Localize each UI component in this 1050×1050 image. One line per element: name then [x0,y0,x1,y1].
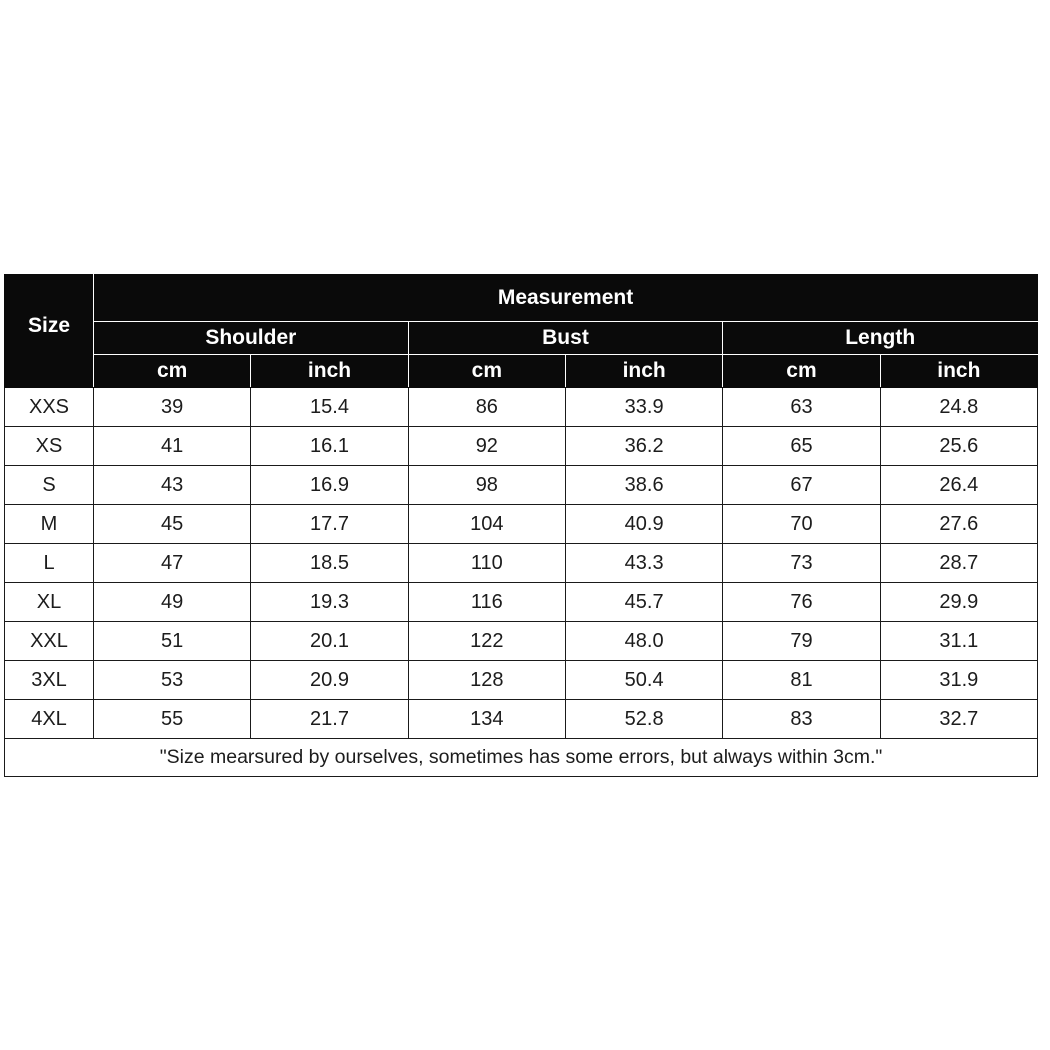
measurement-cell: 21.7 [251,700,408,739]
measurement-cell: 76 [723,583,880,622]
table-header [5,275,1038,388]
table-row [5,583,1038,622]
measurement-cell: 25.6 [880,427,1037,466]
measurement-cell: 43 [94,466,251,505]
table-footer [5,739,1038,777]
measurement-cell: 31.1 [880,622,1037,661]
group-header-shoulder: Shoulder [94,322,409,355]
table-row [5,700,1038,739]
measurement-cell: 28.7 [880,544,1037,583]
measurement-cell: 48.0 [565,622,722,661]
measurement-header: Measurement [94,275,1038,322]
measurement-cell: 86 [408,388,565,427]
measurement-cell: 36.2 [565,427,722,466]
measurement-cell: 116 [408,583,565,622]
measurement-cell: 16.9 [251,466,408,505]
measurement-cell: 65 [723,427,880,466]
unit-header: inch [880,355,1037,388]
measurement-cell: 128 [408,661,565,700]
table-row [5,388,1038,427]
unit-header: cm [408,355,565,388]
measurement-cell: 55 [94,700,251,739]
measurement-cell: 38.6 [565,466,722,505]
unit-header: cm [94,355,251,388]
measurement-cell: 52.8 [565,700,722,739]
measurement-cell: 19.3 [251,583,408,622]
measurement-cell: 29.9 [880,583,1037,622]
size-label-cell: L [5,544,94,583]
measurement-cell: 45.7 [565,583,722,622]
group-header-bust: Bust [408,322,723,355]
measurement-cell: 70 [723,505,880,544]
table-row [5,622,1038,661]
measurement-cell: 20.9 [251,661,408,700]
size-label-cell: S [5,466,94,505]
measurement-note: "Size mearsured by ourselves, sometimes has some errors, but always within 3cm." [5,739,1038,777]
table-body [5,388,1038,739]
measurement-cell: 45 [94,505,251,544]
measurement-cell: 26.4 [880,466,1037,505]
table-row [5,505,1038,544]
measurement-cell: 33.9 [565,388,722,427]
measurement-cell: 92 [408,427,565,466]
measurement-cell: 67 [723,466,880,505]
measurement-cell: 31.9 [880,661,1037,700]
measurement-cell: 63 [723,388,880,427]
measurement-cell: 17.7 [251,505,408,544]
measurement-cell: 53 [94,661,251,700]
size-label-cell: M [5,505,94,544]
unit-header: cm [723,355,880,388]
measurement-cell: 83 [723,700,880,739]
measurement-cell: 81 [723,661,880,700]
table-row [5,661,1038,700]
measurement-cell: 18.5 [251,544,408,583]
measurement-cell: 20.1 [251,622,408,661]
measurement-cell: 41 [94,427,251,466]
measurement-cell: 47 [94,544,251,583]
measurement-cell: 39 [94,388,251,427]
size-label-cell: 3XL [5,661,94,700]
measurement-cell: 98 [408,466,565,505]
size-label-cell: XXS [5,388,94,427]
size-chart [4,274,1037,777]
size-chart-table [4,274,1038,777]
measurement-cell: 51 [94,622,251,661]
size-label-cell: XS [5,427,94,466]
measurement-cell: 16.1 [251,427,408,466]
size-label-cell: 4XL [5,700,94,739]
measurement-cell: 40.9 [565,505,722,544]
measurement-cell: 50.4 [565,661,722,700]
table-row [5,427,1038,466]
measurement-cell: 122 [408,622,565,661]
unit-header: inch [251,355,408,388]
measurement-cell: 43.3 [565,544,722,583]
table-row [5,544,1038,583]
measurement-cell: 73 [723,544,880,583]
measurement-cell: 15.4 [251,388,408,427]
measurement-cell: 79 [723,622,880,661]
measurement-cell: 49 [94,583,251,622]
group-header-length: Length [723,322,1038,355]
table-row [5,466,1038,505]
size-label-cell: XL [5,583,94,622]
size-label-cell: XXL [5,622,94,661]
measurement-cell: 104 [408,505,565,544]
measurement-cell: 134 [408,700,565,739]
measurement-cell: 27.6 [880,505,1037,544]
measurement-cell: 32.7 [880,700,1037,739]
unit-header: inch [565,355,722,388]
measurement-cell: 24.8 [880,388,1037,427]
measurement-cell: 110 [408,544,565,583]
size-column-header: Size [5,275,94,388]
